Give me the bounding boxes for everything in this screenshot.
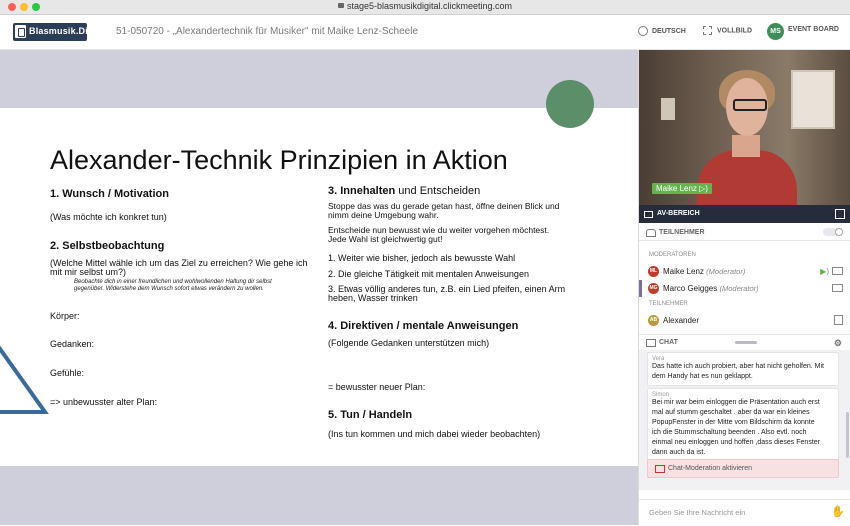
presenter-body [697, 150, 797, 205]
participant-name-text: Marco Geigges [663, 284, 718, 293]
video-picture-frame [791, 70, 835, 129]
participant-row[interactable] [639, 280, 850, 297]
logo-text: Blasmusik.Digital [29, 26, 108, 36]
slide-top-band [0, 50, 638, 108]
screen-icon[interactable] [832, 267, 843, 275]
slide-note: gegenüber. Widerstehe dem Wunsch sofort etwas verändern zu wollen. [74, 286, 264, 292]
gear-icon[interactable]: ⚙ [833, 338, 842, 348]
slide-text: (Was möchte ich konkret tun) [50, 212, 167, 222]
chat-moderation-button[interactable] [647, 459, 839, 478]
slide-note: Beobachte dich in einer freundlichen und wohlwollenden Haltung dir selbst [74, 279, 272, 285]
video-wall-object [661, 98, 675, 120]
participant-name: Alexander [663, 316, 700, 325]
chat-icon [646, 339, 656, 347]
language-label: DEUTSCH [652, 27, 686, 35]
av-area-bar[interactable] [639, 205, 850, 223]
slide-text: Körper: [50, 311, 80, 321]
participants-title: TEILNEHMER [659, 229, 705, 236]
slide-heading-5: 5. Tun / Handeln [328, 409, 413, 421]
event-board-button[interactable]: EVENT BOARD [788, 26, 839, 33]
slide-text: Stoppe das was du gerade getan hast, öffne deinen Blick und [328, 201, 560, 211]
participant-name-text: Maike Lenz [663, 267, 704, 276]
participants-header[interactable] [639, 224, 850, 241]
presenter-neck [732, 135, 760, 157]
slide-title: Alexander-Technik Prinzipien in Aktion [50, 145, 508, 175]
chat-scrollbar[interactable] [846, 412, 849, 458]
slide-text: Gefühle: [50, 368, 85, 378]
participant-role: (Moderator) [706, 267, 746, 276]
right-sidebar [638, 50, 850, 525]
slide-decoration-circle [546, 80, 594, 128]
slide-heading-1: 1. Wunsch / Motivation [50, 188, 169, 200]
slide-heading-3-rest: und Entscheiden [395, 185, 481, 197]
chat-moderation-label: Chat-Moderation aktivieren [668, 465, 753, 472]
slide-text: (Welche Mittel wähle ich um das Ziel zu erreichen? Wie gehe ich [50, 258, 308, 268]
lock-icon [338, 3, 344, 8]
resize-handle[interactable] [735, 341, 757, 344]
slide-text: heben, Wasser trinken [328, 293, 418, 303]
slide-text: Entscheide nun bewusst wie du weiter vorgehen möchtest. [328, 225, 550, 235]
speaker-icon: ▶) [820, 267, 829, 276]
moderation-icon [655, 465, 665, 473]
meeting-title: 51-050720 - „Alexandertechnik für Musiker" mit Maike Lenz-Scheele [116, 26, 419, 37]
avatar: AB [648, 315, 659, 326]
message-text: Bei mir war beim einloggen die Präsentation auch erst mal auf stumm geschaltet . aber da war ein kleines PopupFenster in der Mitte vom Bildschirm da konnte ich die Stummschaltung beenden . Also evtl. noch einmal neu einloggen und hoffen ,dass dieses Fenster dann auch da ist. [652, 399, 820, 456]
slide-bottom-band [0, 466, 638, 525]
av-area-label: AV-BEREICH [657, 210, 700, 217]
slide-text: nimm deine Umgebung wahr. [328, 210, 439, 220]
app-header [0, 15, 850, 50]
chat-input[interactable] [639, 499, 850, 526]
slide-text: mit mir selbst um?) [50, 267, 127, 277]
participants-group-label: TEILNEHMER [649, 301, 688, 307]
participant-name [663, 284, 759, 293]
language-button[interactable] [638, 26, 686, 36]
slide-triangle-decoration [0, 332, 52, 422]
chat-title: CHAT [659, 339, 678, 346]
message-author: Simon [652, 392, 670, 398]
slide-text: => unbewusster alter Plan: [50, 397, 158, 407]
presenter-glasses [733, 99, 767, 111]
message-text: Das hatte ich auch probiert, aber hat nicht geholfen. Mit dem Handy hat es nun geklappt. [652, 363, 824, 380]
slide-text: = bewusster neuer Plan: [328, 382, 426, 392]
slide-text: Gedanken: [50, 339, 95, 349]
chat-header[interactable] [639, 334, 850, 351]
avatar: ML [648, 266, 659, 277]
participants-search-toggle[interactable] [823, 228, 843, 236]
url-text: stage5-blasmusikdigital.clickmeeting.com [346, 1, 513, 11]
slide-text: (Folgende Gedanken unterstützen mich) [328, 338, 490, 348]
slide-heading-4: 4. Direktiven / mentale Anweisungen [328, 320, 519, 332]
address-bar[interactable] [0, 1, 850, 11]
video-feed[interactable] [639, 50, 850, 205]
participants-icon [646, 229, 656, 237]
chat-message [647, 388, 839, 462]
presenter-name-chip [652, 183, 712, 194]
fullscreen-icon [703, 26, 712, 35]
raise-hand-icon[interactable]: ✋ [831, 506, 845, 518]
slide-text: Jede Wahl ist gleichwertig gut! [328, 234, 443, 244]
slide-text: (Ins tun kommen und mich dabei wieder beobachten) [328, 429, 541, 439]
moderators-group-label: MODERATOREN [649, 252, 696, 258]
slide-text: 3. Etwas völlig anderes tun, z.B. ein Lied pfeifen, einen Arm [328, 284, 566, 294]
fullscreen-button[interactable] [703, 26, 752, 35]
participant-role: (Moderator) [719, 284, 759, 293]
slide-text: 2. Die gleiche Tätigkeit mit mentalen Anweisungen [328, 269, 529, 279]
chat-message [647, 352, 839, 386]
fullscreen-label: VOLLBILD [717, 27, 752, 35]
expand-icon[interactable] [835, 209, 845, 219]
selection-indicator [639, 280, 642, 297]
camera-icon [644, 211, 653, 218]
screen-icon[interactable] [832, 284, 843, 292]
participant-name [663, 267, 745, 276]
slide-heading-2: 2. Selbstbeobachtung [50, 240, 165, 252]
chat-input-placeholder: Geben Sie Ihre Nachricht ein [649, 508, 746, 517]
browser-titlebar [0, 0, 850, 15]
slide-text: 1. Weiter wie bisher, jedoch als bewusste Wahl [328, 253, 516, 263]
presenter-name: Maike Lenz [656, 184, 697, 193]
message-author: Vera [652, 356, 665, 362]
participant-row[interactable] [639, 312, 850, 329]
brand-logo[interactable] [13, 23, 108, 41]
user-avatar[interactable]: MS [767, 23, 784, 40]
logo-icon [15, 25, 26, 38]
avatar: MG [648, 283, 659, 294]
slide-heading-3-bold: 3. Innehalten [328, 185, 396, 197]
participant-row[interactable] [639, 263, 850, 280]
slide-heading-3 [328, 185, 480, 197]
globe-icon [638, 26, 648, 36]
printer-icon[interactable] [834, 315, 843, 325]
speaker-icon: ▷) [699, 184, 708, 193]
